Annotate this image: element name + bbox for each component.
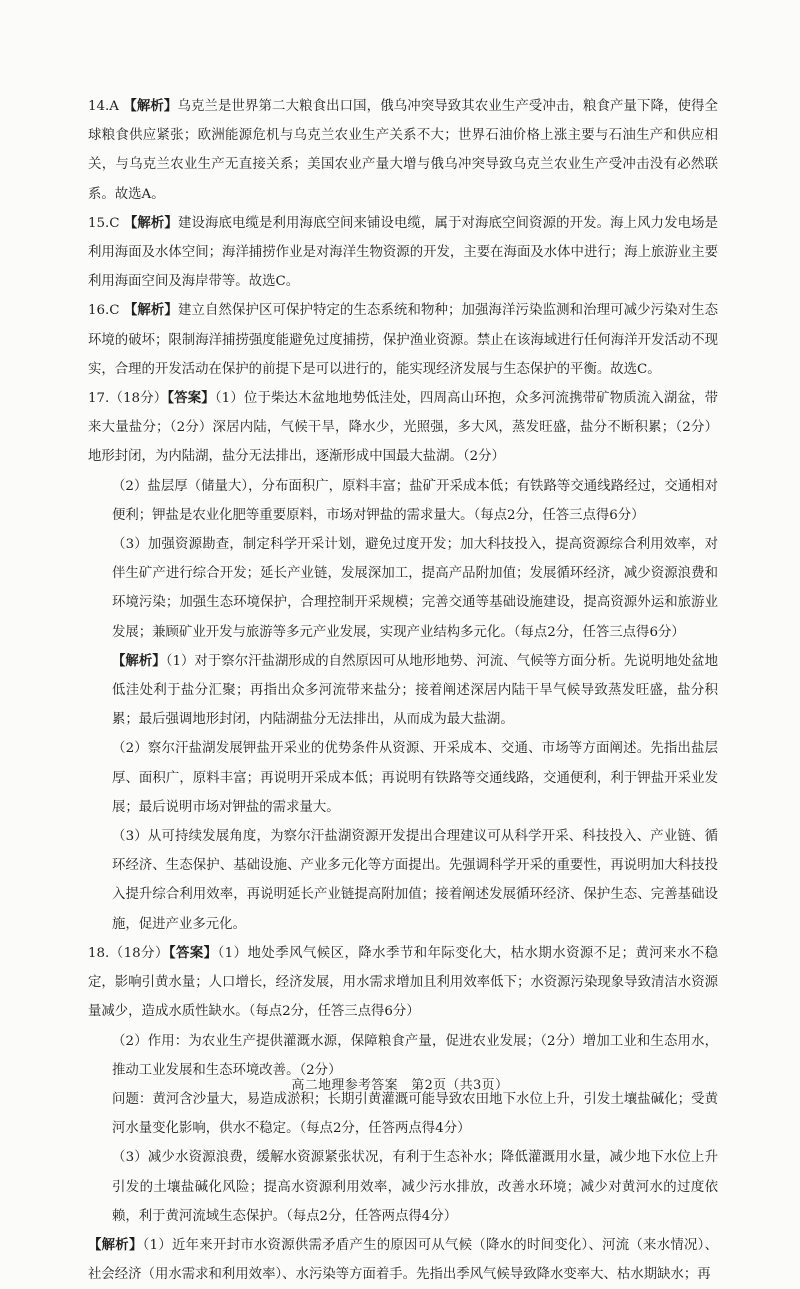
analysis-tag: 【解析】: [88, 1236, 143, 1253]
analysis-tag: 【解析】: [123, 302, 178, 319]
question-15: [88, 209, 718, 297]
q17-analysis-3: （3）从可持续发展角度，为察尔汗盐湖资源开发提出合理建议可从科学开采、科技投入、产业链、循环经济、生态保护、基础设施、产业多元化等方面提出。先强调科学开采的重要性，再说明加大科技投入提升综合利用效率，再说明延长产业链提高附加值；接着阐述发展循环经济、保护生态、完善基础设施，促进产业多元化。: [112, 829, 718, 932]
page-footer: 高二地理参考答案 第2页（共3页）: [291, 1078, 509, 1093]
answer-tag: 【答案】: [167, 390, 215, 407]
question-16: [88, 296, 718, 384]
question-14: [88, 92, 718, 209]
analysis-tag: 【解析】: [112, 652, 166, 669]
analysis-text: 建立自然保护区可保护特定的生态系统和物种；加强海洋污染监测和治理可减少污染对生态环境的破坏；限制海洋捕捞强度能避免过度捕捞，保护渔业资源。禁止在该海域进行任何海洋开发活动不现实，合理的开发活动在保护的前提下是可以进行的，能实现经济发展与生态保护的平衡。故选C。: [88, 303, 719, 377]
q18-answer-1: [88, 939, 718, 1027]
question-18: [88, 939, 718, 1289]
q17-analysis-1: [88, 647, 718, 735]
question-number: 15.C: [88, 215, 120, 231]
answer-tag: 【答案】: [168, 944, 218, 961]
analysis-text: （1）近年来开封市水资源供需矛盾产生的原因可从气候（降水的时间变化）、河流（来水情况）、社会经济（用水需求和利用效率）、水污染等方面着手。先指出季风气候导致降水变率大、枯水期缺水；再: [88, 1237, 719, 1283]
answer-text: （1）位于柴达木盆地地势低洼处，四周高山环抱，众多河流携带矿物质流入湖盆，带来大量盐分；（2分）深居内陆，气候干旱，降水少，光照强，多大风，蒸发旺盛，盐分不断积累；（2分）地形封闭，为内陆湖，盐分无法排出，逐渐形成中国最大盐湖。（2分）: [88, 391, 718, 465]
answer-text: （1）地处季风气候区，降水季节和年际变化大，枯水期水资源不足；黄河来水不稳定，影响引黄水量；人口增长，经济发展，用水需求增加且利用效率低下；水资源污染现象导致清洁水资源量减少，造成水质性缺水。（每点2分，任答三点得6分）: [88, 945, 718, 1020]
analysis-text: （1）对于察尔汗盐湖形成的自然原因可从地形地势、河流、气候等方面分析。先说明地处盆地低洼处利于盐分汇聚；再指出众多河流带来盐分；接着阐述深居内陆干旱气候导致蒸发旺盛，盐分积累；最后强调地形封闭，内陆湖盐分无法排出，从而成为最大盐湖。: [112, 653, 719, 728]
q18-answer-3: （3）减少水资源浪费，缓解水资源紧张状况，有利于生态补水；降低灌溉用水量，减少地下水位上升引发的土壤盐碱化风险；提高水资源利用效率，减少污水排放，改善水环境；减少对黄河水的过度依赖，利于黄河流域生态保护。（每点2分，任答两点得4分）: [112, 1150, 718, 1224]
q18-analysis-1: [88, 1231, 718, 1289]
q17-answer-3: （3）加强资源勘查，制定科学开采计划，避免过度开发；加大科技投入，提高资源综合利用效率，对伴生矿产进行综合开发；延长产业链，发展深加工，提高产品附加值；发展循环经济，减少资源浪费和环境污染；加强生态环境保护，合理控制开采规模；完善交通等基础设施建设，提高资源外运和旅游业发展；兼顾矿业开发与旅游等多元产业发展，实现产业结构多元化。（每点2分，任答三点得6分）: [112, 537, 718, 640]
q18-answer-2-problem: 问题：黄河含沙量大，易造成淤积；长期引黄灌溉可能导致农田地下水位上升，引发土壤盐碱化；受黄河水量变化影响，供水不稳定。（每点2分，任答两点得4分）: [112, 1091, 718, 1137]
q18-answer-2-role: （2）作用：为农业生产提供灌溉水源，保障粮食产量，促进农业发展；（2分）增加工业和生态用水，推动工业发展和生态环境改善。（2分）: [112, 1033, 718, 1078]
answer-content: [88, 92, 718, 1289]
question-number: 16.C: [88, 303, 120, 319]
analysis-text: 建设海底电缆是利用海底空间来铺设电缆，属于对海底空间资源的开发。海上风力发电场是利用海面及水体空间；海洋捕捞作业是对海洋生物资源的开发，主要在海面及水体中进行；海上旅游业主要利用海面空间及海岸带等。故选C。: [88, 215, 719, 290]
analysis-tag: 【解析】: [123, 214, 178, 231]
question-number: 14.A: [88, 99, 119, 114]
question-number: 18.（18分）: [88, 945, 169, 961]
question-number: 17.（18分）: [88, 391, 168, 407]
q17-answer-1: [88, 384, 718, 472]
question-17: [88, 384, 718, 939]
analysis-text: 乌克兰是世界第二大粮食出口国，俄乌冲突导致其农业生产受冲击，粮食产量下降，使得全球粮食供应紧张；欧洲能源危机与乌克兰农业生产关系不大；世界石油价格上涨主要与石油生产和供应相关，与乌克兰农业生产无直接关系；美国农业产量大增与俄乌冲突导致乌克兰农业生产受冲击没有必然联系。故选A。: [88, 99, 719, 202]
q17-answer-2: （2）盐层厚（储量大），分布面积广，原料丰富；盐矿开采成本低；有铁路等交通线路经过，交通相对便利；钾盐是农业化肥等重要原料，市场对钾盐的需求量大。（每点2分，任答三点得6分）: [112, 478, 718, 523]
analysis-tag: 【解析】: [123, 98, 178, 114]
q17-analysis-2: （2）察尔汗盐湖发展钾盐开采业的优势条件从资源、开采成本、交通、市场等方面阐述。先指出盐层厚、面积广，原料丰富；再说明开采成本低；再说明有铁路等交通线路，交通便利，利于钾盐开采业发展；最后说明市场对钾盐的需求量大。: [112, 741, 718, 815]
